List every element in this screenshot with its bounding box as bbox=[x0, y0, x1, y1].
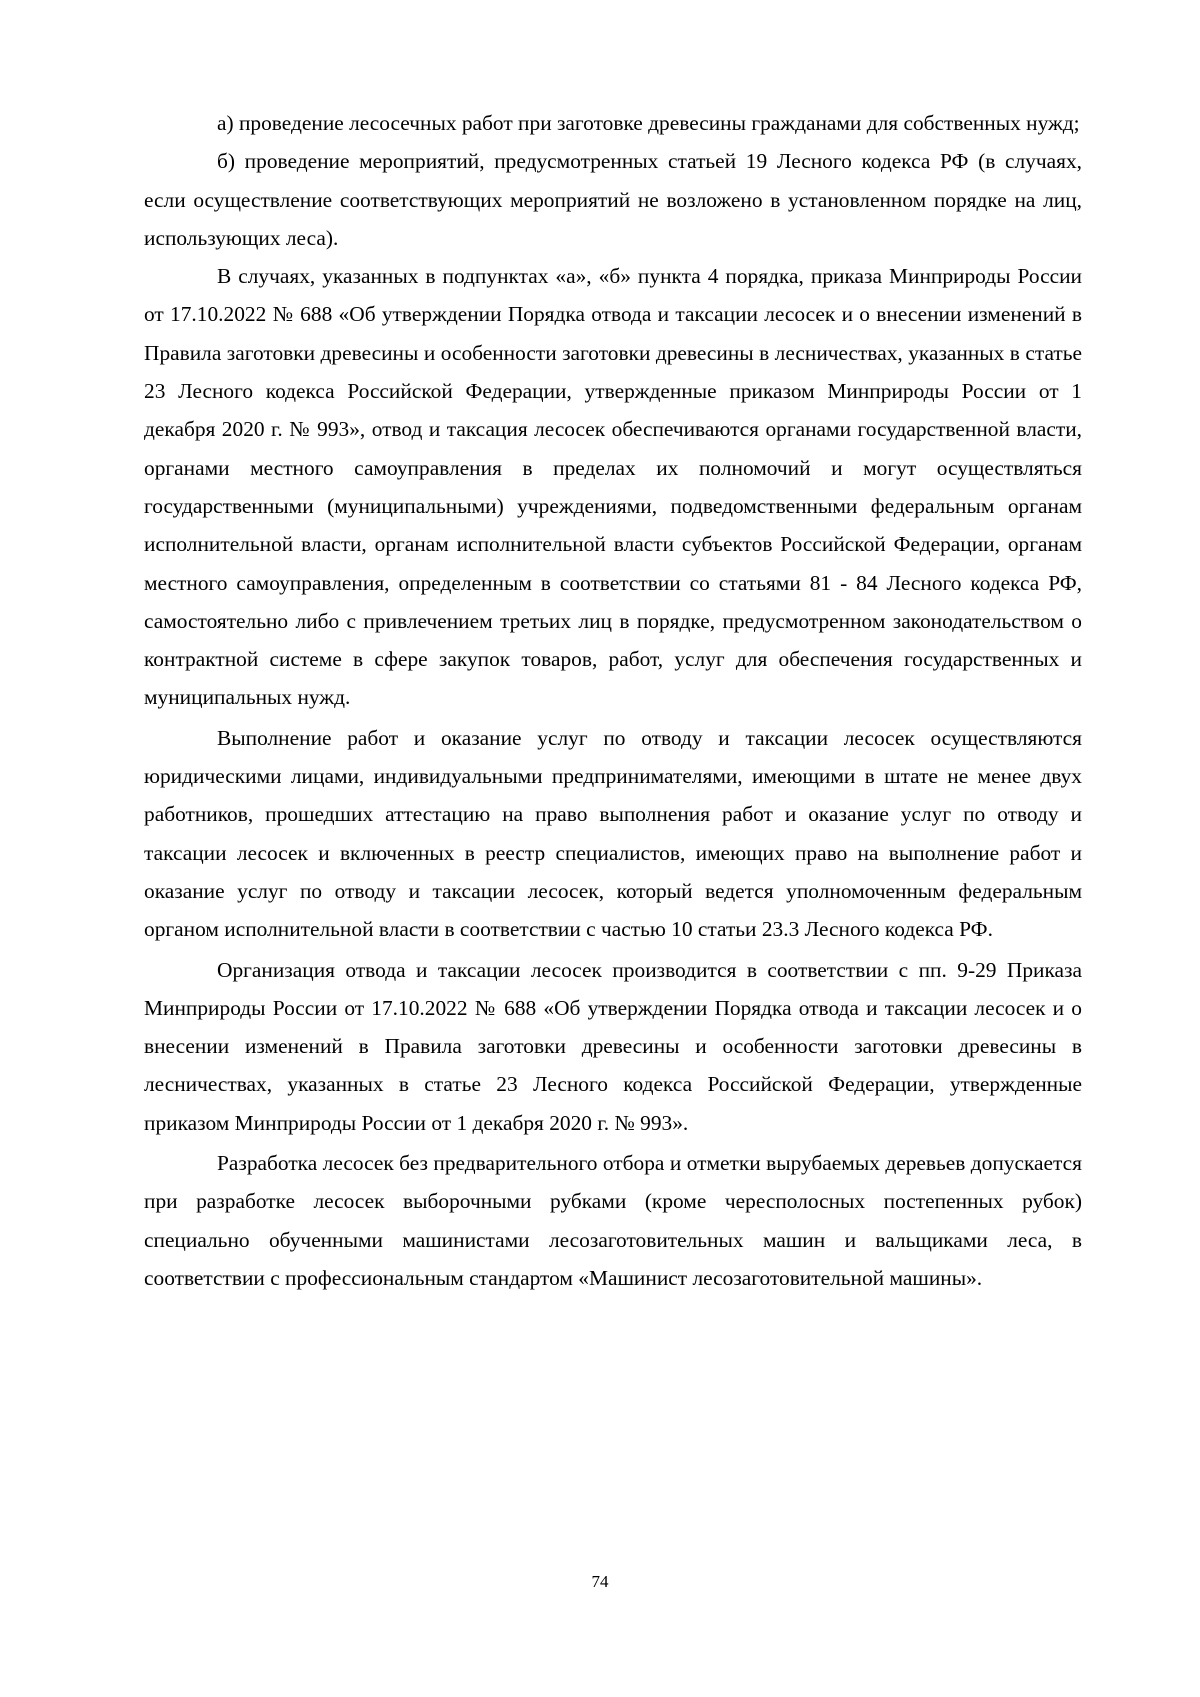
paragraph-development: Разработка лесосек без предварительного отбора и отметки вырубаемых деревьев допускается при разработке лесосек выборочными рубками (кроме чересполосных постепенных рубок) специально обученными машинистами лесозаготовительных машин и вальщиками леса, в соответствии с профессиональным стандартом «Машинист лесозаготовительной машины». bbox=[144, 1151, 1082, 1290]
paragraph-item-a: а) проведение лесосечных работ при заготовке древесины гражданами для собственных нужд; bbox=[217, 111, 1080, 135]
document-body bbox=[144, 104, 1082, 1297]
paragraph-lesosek-provision: В случаях, указанных в подпунктах «а», «б» пункта 4 порядка, приказа Минприроды России от 17.10.2022 № 688 «Об утверждении Порядка отвода и таксации лесосек и о внесении изменений в Правила заготовки древесины и особенности заготовки древесины в лесничествах, указанных в статье 23 Лесного кодекса Российской Федерации, утвержденные приказом Минприроды России от 1 декабря 2020 г. № 993», отвод и таксация лесосек обеспечиваются органами государственной власти, органами местного самоуправления в пределах их полномочий и могут осуществляться государственными (муниципальными) учреждениями, подведомственными федеральным органам исполнительной власти, органам исполнительной власти субъектов Российской Федерации, органам местного самоуправления, определенным в соответствии со статьями 81 - 84 Лесного кодекса РФ, самостоятельно либо с привлечением третьих лиц в порядке, предусмотренном законодательством о контрактной системе в сфере закупок товаров, работ, услуг для обеспечения государственных и муниципальных нужд. bbox=[144, 264, 1082, 710]
paragraph-organization: Организация отвода и таксации лесосек производится в соответствии с пп. 9-29 Приказа Минприроды России от 17.10.2022 № 688 «Об утверждении Порядка отвода и таксации лесосек и о внесении изменений в Правила заготовки древесины и особенности заготовки древесины в лесничествах, указанных в статье 23 Лесного кодекса Российской Федерации, утвержденные приказом Минприроды России от 1 декабря 2020 г. № 993». bbox=[144, 957, 1082, 1135]
paragraph-item-b: б) проведение мероприятий, предусмотренных статьей 19 Лесного кодекса РФ (в случаях, если осуществление соответствующих мероприятий не возложено в установленном порядке на лиц, использующих леса). bbox=[144, 149, 1082, 250]
paragraph-works-execution: Выполнение работ и оказание услуг по отводу и таксации лесосек осуществляются юридическими лицами, индивидуальными предпринимателями, имеющими в штате не менее двух работников, прошедших аттестацию на право выполнения работ и оказание услуг по отводу и таксации лесосек и включенных в реестр специалистов, имеющих право на выполнение работ и оказание услуг по отводу и таксации лесосек, который ведется уполномоченным федеральным органом исполнительной власти в соответствии с частью 10 статьи 23.3 Лесного кодекса РФ. bbox=[144, 725, 1082, 942]
page-number: 74 bbox=[591, 1572, 609, 1591]
